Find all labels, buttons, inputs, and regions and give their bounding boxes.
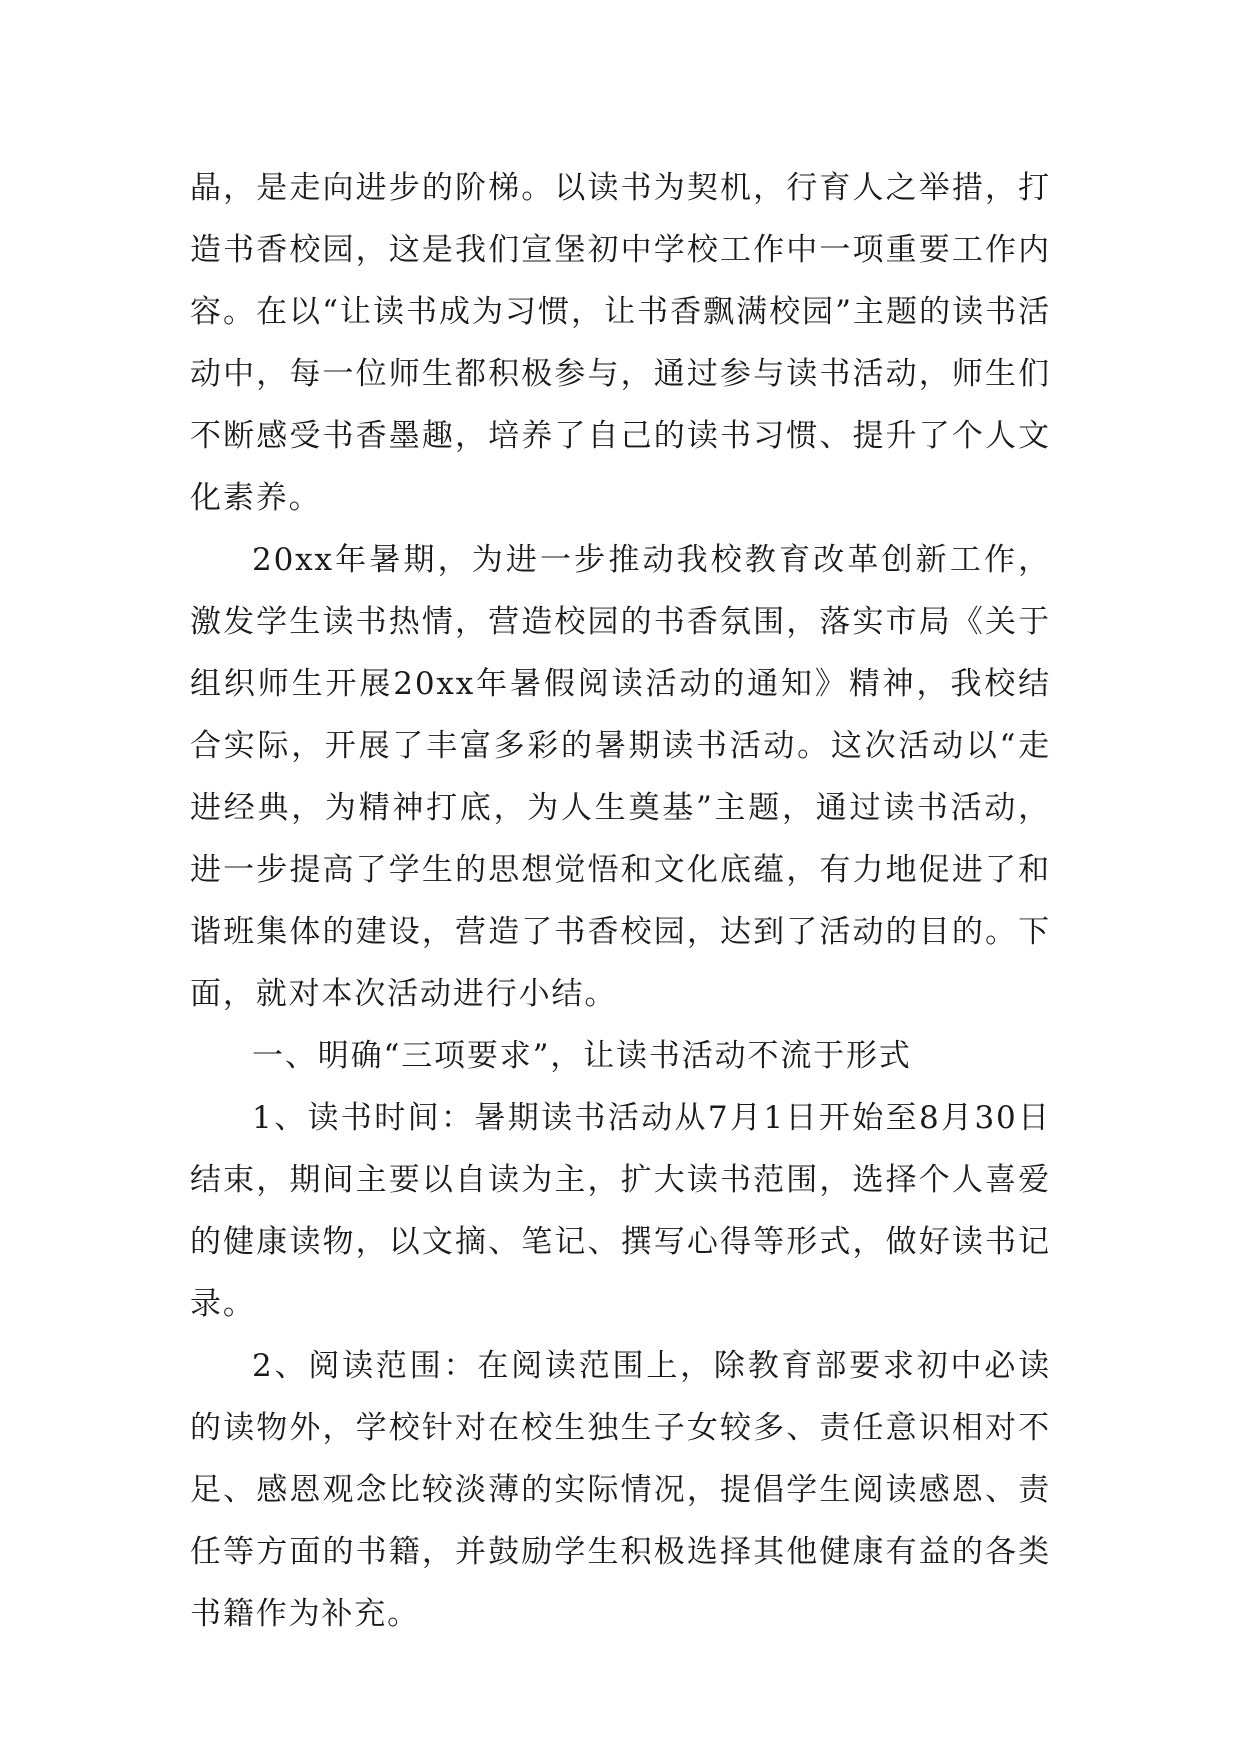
document-body [190,157,1051,1645]
paragraph-summer-activity: 20xx年暑期，为进一步推动我校教育改革创新工作，激发学生读书热情，营造校园的书香氛围，落实市局《关于组织师生开展20xx年暑假阅读活动的通知》精神，我校结合实际，开展了丰富多彩的暑期读书活动。这次活动以“走进经典，为精神打底，为人生奠基”主题，通过读书活动，进一步提高了学生的思想觉悟和文化底蕴，有力地促进了和谐班集体的建设，营造了书香校园，达到了活动的目的。下面，就对本次活动进行小结。 [190,542,1051,1012]
paragraph-reading-scope: 2、阅读范围：在阅读范围上，除教育部要求初中必读的读物外，学校针对在校生独生子女较多、责任意识相对不足、感恩观念比较淡薄的实际情况，提倡学生阅读感恩、责任等方面的书籍，并鼓励学生积极选择其他健康有益的各类书籍作为补充。 [190,1348,1051,1632]
paragraph-continuation: 晶，是走向进步的阶梯。以读书为契机，行育人之举措，打造书香校园，这是我们宣堡初中学校工作中一项重要工作内容。在以“让读书成为习惯，让书香飘满校园”主题的读书活动中，每一位师生都积极参与，通过参与读书活动，师生们不断感受书香墨趣，培养了自己的读书习惯、提升了个人文化素养。 [190,170,1051,516]
section-heading-three-requirements: 一、明确“三项要求”，让读书活动不流于形式 [252,1038,912,1074]
paragraph-reading-time: 1、读书时间：暑期读书活动从7月1日开始至8月30日结束，期间主要以自读为主，扩大读书范围，选择个人喜爱的健康读物，以文摘、笔记、撰写心得等形式，做好读书记录。 [190,1100,1051,1322]
